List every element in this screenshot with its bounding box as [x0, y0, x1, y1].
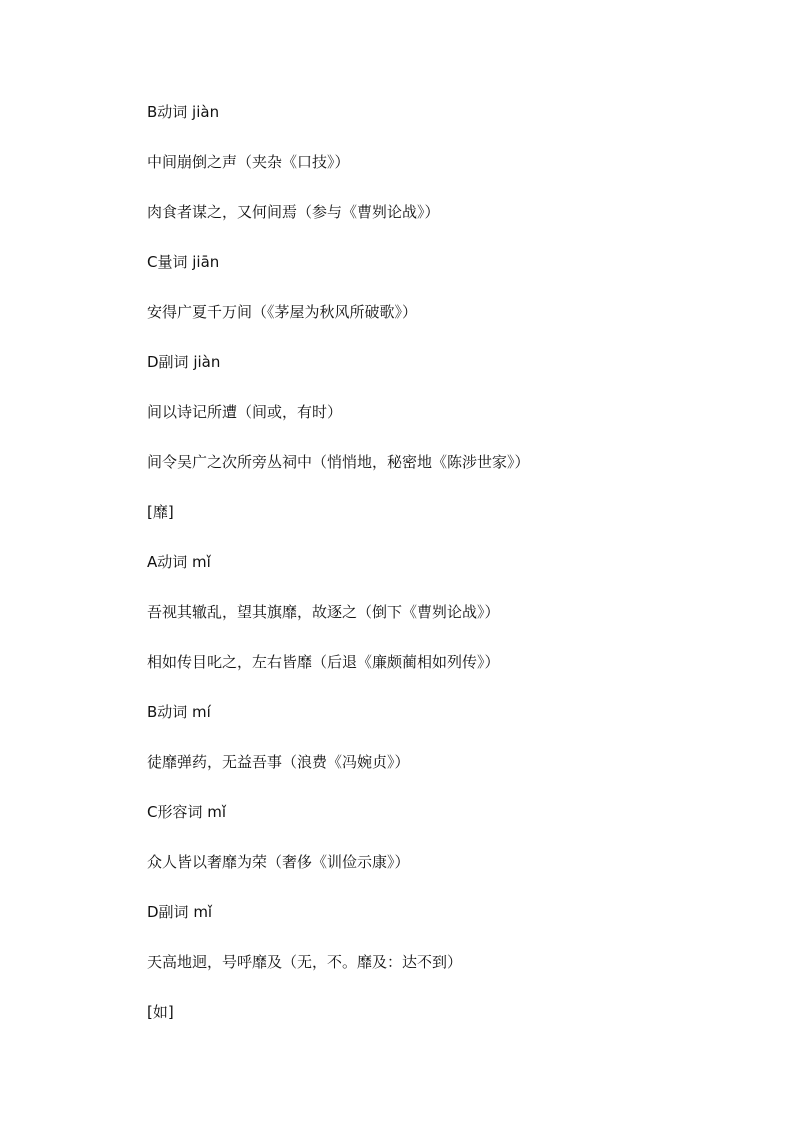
example-lianpo: 相如传目叱之，左右皆靡（后退《廉颇蔺相如列传》）	[147, 653, 500, 671]
sense-heading-d-mi: D副词 mǐ	[147, 903, 213, 921]
example-chenshe: 间令吴广之次所旁丛祠中（悄悄地，秘密地《陈涉世家》）	[147, 453, 530, 471]
example-xunjian: 众人皆以奢靡为荣（奢侈《训俭示康》）	[147, 853, 410, 871]
entry-heading-ru: [如]	[147, 1003, 174, 1021]
sense-heading-c-mi: C形容词 mǐ	[147, 803, 227, 821]
example-tiangaodijiong: 天高地迥，号呼靡及（无，不。靡及：达不到）	[147, 953, 463, 971]
sense-heading-c-jian: C量词 jiān	[147, 253, 220, 271]
example-fengwanzhen: 徒靡弹药，无益吾事（浪费《冯婉贞》）	[147, 753, 410, 771]
sense-heading-b-mi: B动词 mí	[147, 703, 211, 721]
sense-heading-d-jian: D副词 jiàn	[147, 353, 221, 371]
example-kouji: 中间崩倒之声（夹杂《口技》）	[147, 153, 350, 171]
example-caogui-daoxia: 吾视其辙乱，望其旗靡，故逐之（倒下《曹刿论战》）	[147, 603, 500, 621]
example-caogui-canyu: 肉食者谋之，又何间焉（参与《曹刿论战》）	[147, 203, 440, 221]
sense-heading-b-jian: B动词 jiàn	[147, 103, 220, 121]
sense-heading-a-mi: A动词 mǐ	[147, 553, 211, 571]
entry-heading-mi: [靡]	[147, 503, 174, 521]
example-maowu: 安得广夏千万间（《茅屋为秋风所破歌》）	[147, 303, 418, 321]
example-jianyi: 间以诗记所遭（间或，有时）	[147, 403, 343, 421]
